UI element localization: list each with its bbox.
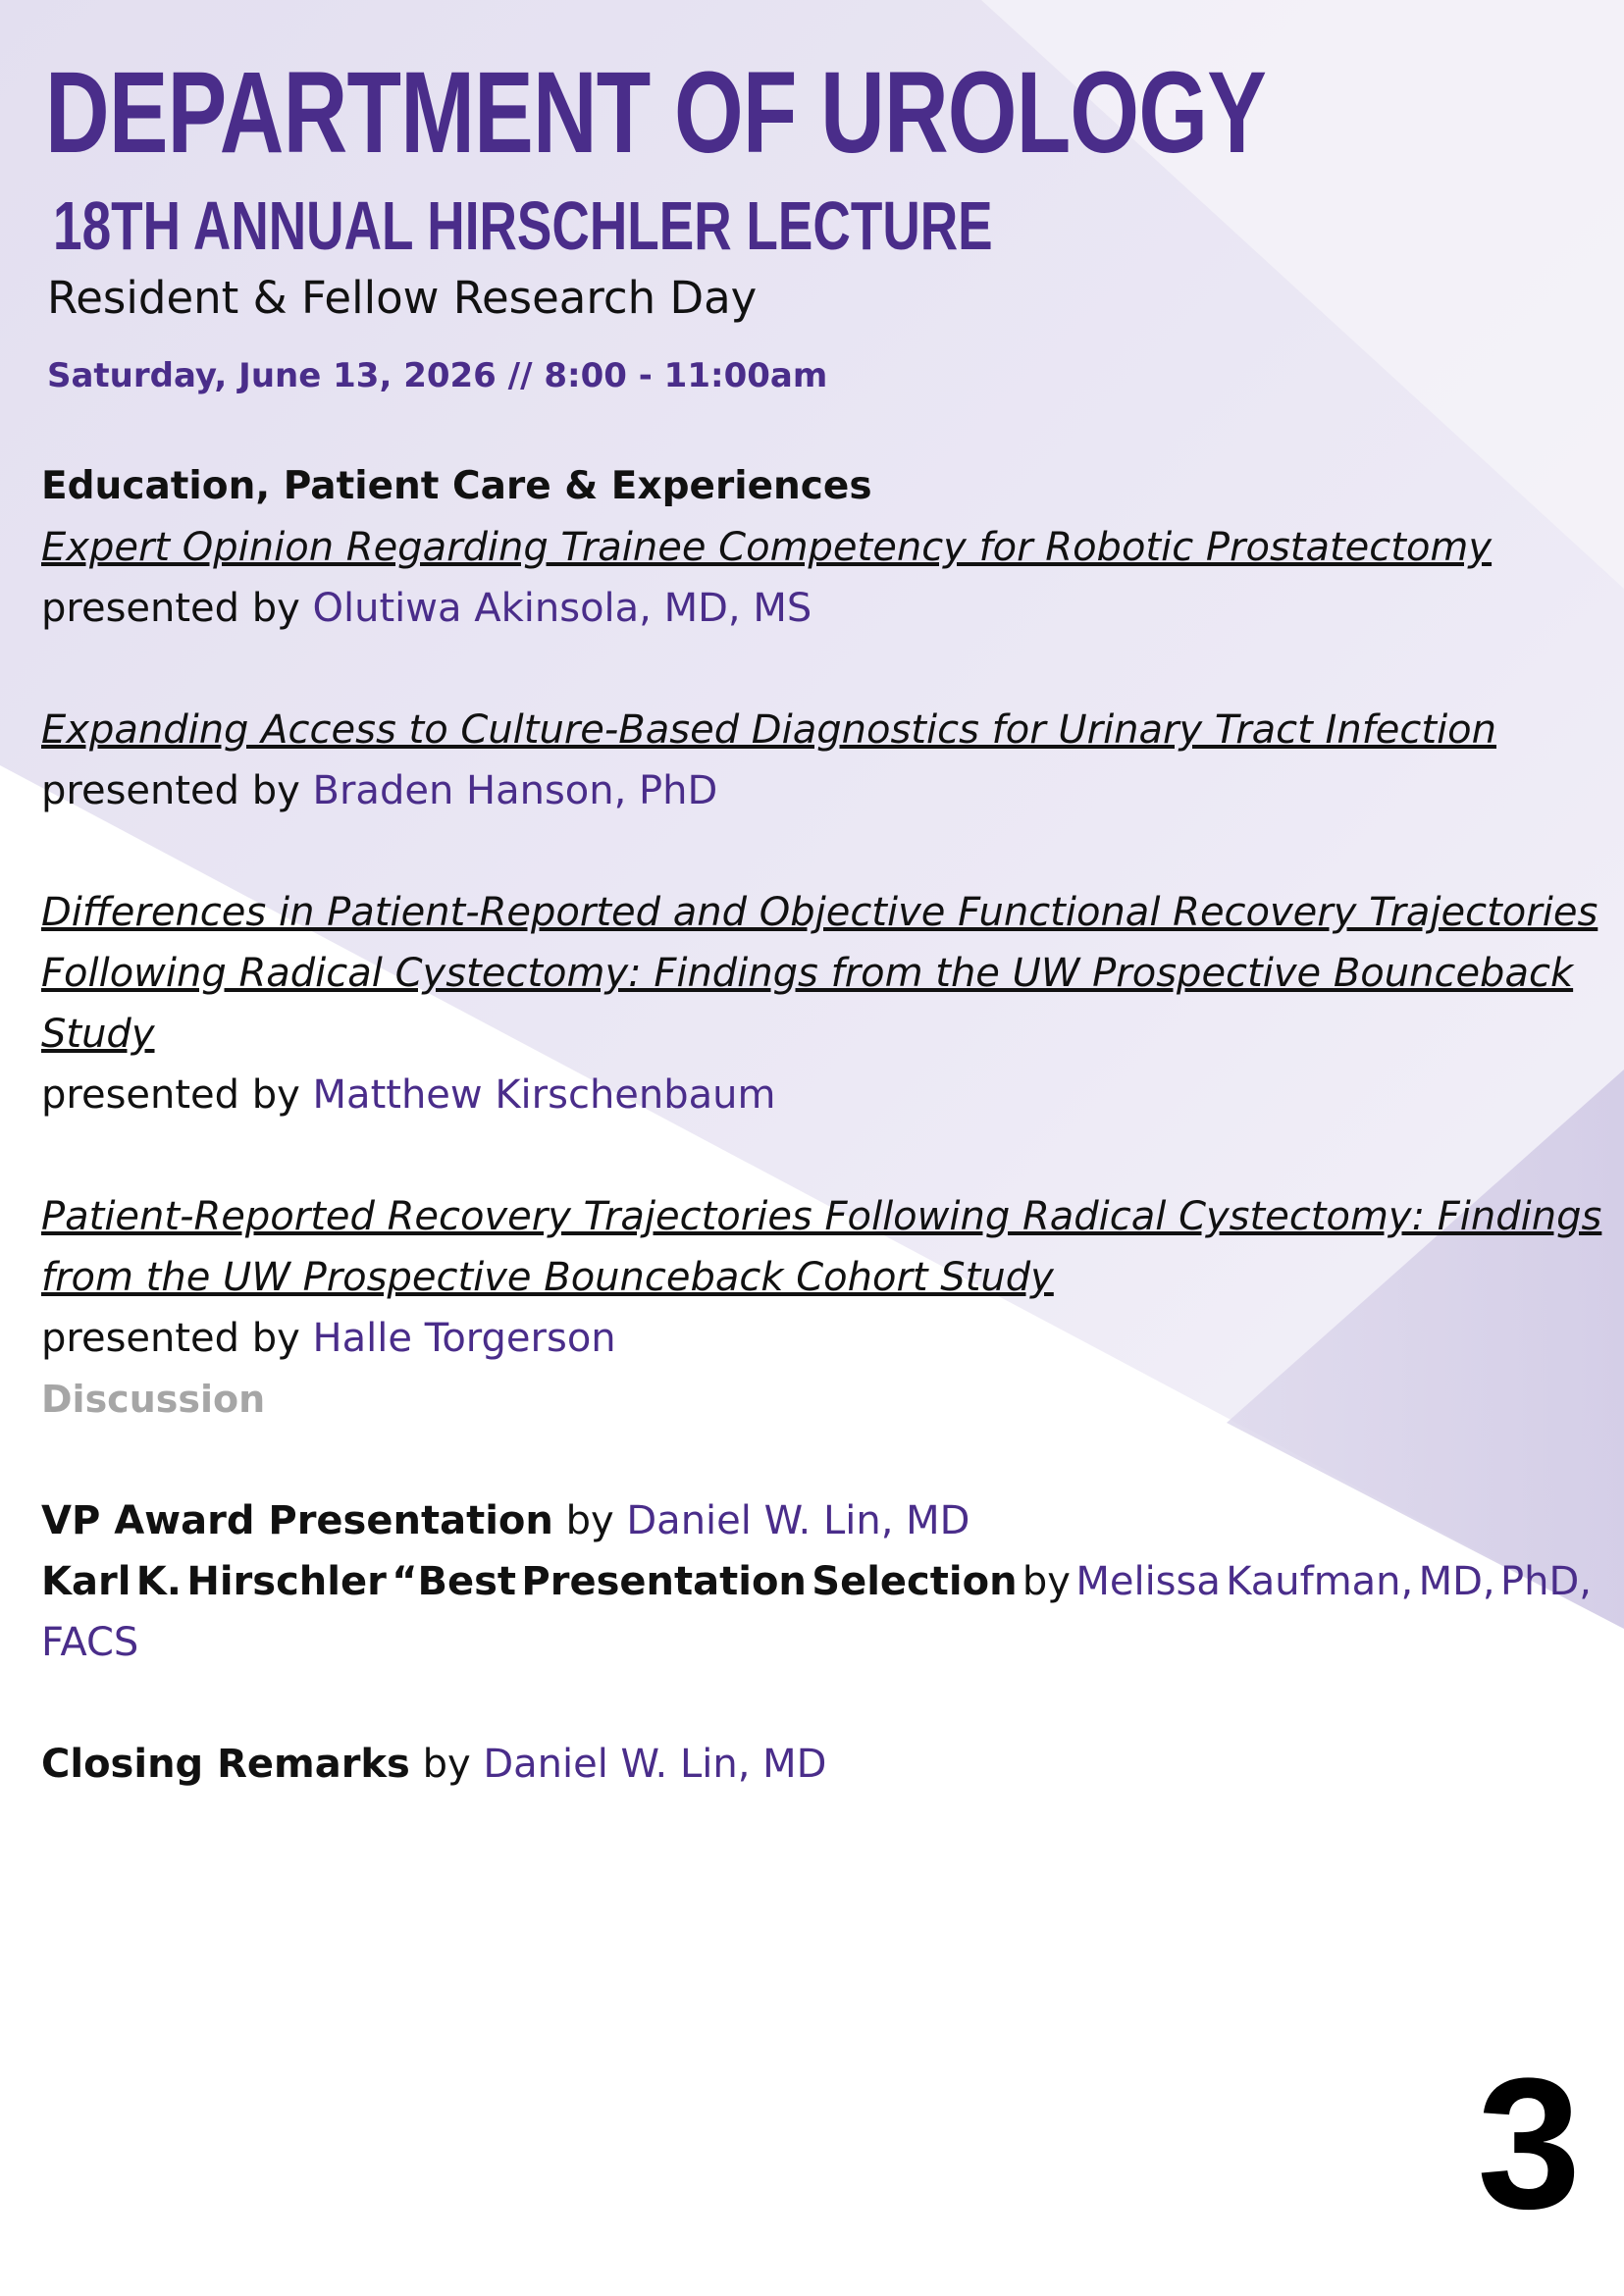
closing-remarks-label: Closing Remarks	[41, 1742, 410, 1787]
best-presentation-word: Presentation	[521, 1559, 807, 1604]
by-label: by	[422, 1742, 471, 1787]
best-presentation-word: Karl	[41, 1559, 131, 1604]
discussion-label: Discussion	[41, 1378, 266, 1421]
closing-remarks-line	[41, 1734, 1592, 1795]
best-presentation-word: “Best	[392, 1559, 517, 1604]
event-date-time: Saturday, June 13, 2026 // 8:00 - 11:00am	[47, 356, 828, 395]
by-label: by	[1022, 1559, 1071, 1604]
department-title: DEPARTMENT OF UROLOGY	[45, 48, 1267, 178]
lecture-title: 18TH ANNUAL HIRSCHLER LECTURE	[53, 187, 993, 264]
presented-by-label: presented by	[41, 768, 300, 813]
best-presentation-presenter-continued: FACS	[41, 1620, 139, 1665]
presenter-line-4	[41, 1308, 1592, 1369]
closing-remarks-presenter: Daniel W. Lin, MD	[483, 1742, 827, 1787]
session-heading: Education, Patient Care & Experiences	[41, 464, 872, 508]
best-presentation-presenter-word: Melissa	[1075, 1559, 1221, 1604]
best-presentation-word: Hirschler	[186, 1559, 387, 1604]
talk-title-4-line-2: from the UW Prospective Bounceback Cohort Study	[41, 1255, 1054, 1300]
presenter-name-1: Olutiwa Akinsola, MD, MS	[312, 586, 812, 631]
page-number: 3	[1477, 2040, 1581, 2248]
best-presentation-presenter-word: Kaufman,	[1226, 1559, 1414, 1604]
best-presentation-line	[41, 1551, 1592, 1612]
vp-award-line	[41, 1490, 1592, 1551]
presenter-name-4: Halle Torgerson	[312, 1316, 616, 1361]
agenda	[41, 456, 1602, 1795]
presenter-line-1	[41, 578, 1592, 639]
by-label: by	[565, 1498, 614, 1543]
event-subtitle: Resident & Fellow Research Day	[47, 272, 758, 324]
talk-title-2: Expanding Access to Culture-Based Diagnostics for Urinary Tract Infection	[41, 707, 1497, 753]
presented-by-label: presented by	[41, 1072, 300, 1118]
presented-by-label: presented by	[41, 1316, 300, 1361]
presenter-line-3	[41, 1065, 1592, 1125]
best-presentation-presenter-word: PhD,	[1500, 1559, 1592, 1604]
talk-title-1: Expert Opinion Regarding Trainee Competency for Robotic Prostatectomy	[41, 525, 1493, 570]
talk-title-4-line-1: Patient-Reported Recovery Trajectories Following Radical Cystectomy: Findings	[41, 1194, 1602, 1239]
vp-award-label: VP Award Presentation	[41, 1498, 553, 1543]
best-presentation-word: K.	[135, 1559, 182, 1604]
talk-title-3-line-1: Differences in Patient-Reported and Objective Functional Recovery Trajectories	[41, 890, 1598, 935]
presented-by-label: presented by	[41, 586, 300, 631]
talk-title-3-line-2: Following Radical Cystectomy: Findings from the UW Prospective Bounceback	[41, 951, 1574, 996]
presenter-line-2	[41, 760, 1592, 821]
presenter-name-2: Braden Hanson, PhD	[312, 768, 718, 813]
presenter-name-3: Matthew Kirschenbaum	[312, 1072, 776, 1118]
talk-title-3-line-3: Study	[41, 1012, 155, 1057]
best-presentation-presenter-word: MD,	[1418, 1559, 1495, 1604]
best-presentation-word: Selection	[812, 1559, 1018, 1604]
vp-award-presenter: Daniel W. Lin, MD	[626, 1498, 970, 1543]
